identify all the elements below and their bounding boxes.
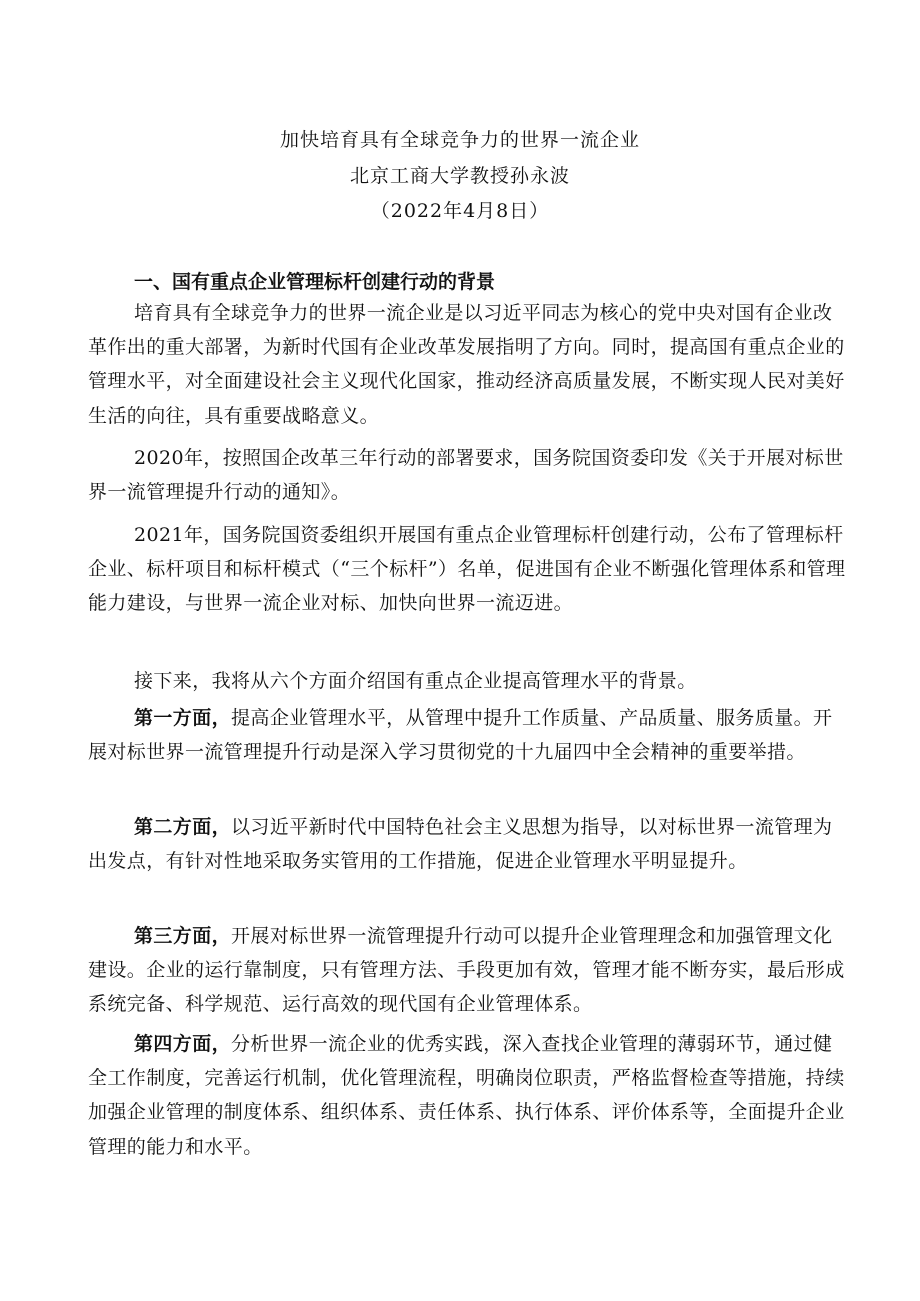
aspect-2-text: 以习近平新时代中国特色社会主义思想为指导，以对标世界一流管理为出发点，有针对性地采取务实管用的工作措施，促进企业管理水平明显提升。 [88, 816, 833, 873]
aspect-2-lead: 第二方面， [134, 816, 232, 838]
paragraph-aspect-3 [88, 919, 848, 1022]
paragraph-2 [88, 441, 848, 509]
aspect-4-text: 分析世界一流企业的优秀实践，深入查找企业管理的薄弱环节，通过健全工作制度，完善运行机制，优化管理流程，明确岗位职责，严格监督检查等措施，持续加强企业管理的制度体系、组织体系、责任体系、执行体系、评价体系等，全面提升企业管理的能力和水平。 [88, 1033, 845, 1158]
aspect-3-lead: 第三方面， [134, 925, 232, 947]
document-title: 加快培育具有全球竞争力的世界一流企业 [279, 129, 640, 151]
paragraph-aspect-2 [88, 810, 848, 878]
paragraph-3-text: 2021年，国务院国资委组织开展国有重点企业管理标杆创建行动，公布了管理标杆企业、标杆项目和标杆模式（“三个标杆”）名单，促进国有企业不断强化管理体系和管理能力建设，与世界一流企业对标、加快向世界一流迈进。 [88, 524, 846, 615]
paragraph-4 [88, 664, 848, 698]
aspect-1-lead: 第一方面， [134, 707, 232, 729]
document-author: 北京工商大学教授孙永波 [349, 165, 570, 187]
paragraph-1 [88, 296, 848, 433]
aspect-4-lead: 第四方面， [134, 1033, 232, 1055]
paragraph-2-text: 2020年，按照国企改革三年行动的部署要求，国务院国资委印发《关于开展对标世界一流管理提升行动的通知》。 [88, 447, 844, 504]
aspect-1-text: 提高企业管理水平，从管理中提升工作质量、产品质量、服务质量。开展对标世界一流管理提升行动是深入学习贯彻党的十九届四中全会精神的重要举措。 [88, 707, 833, 764]
section-heading: 一、国有重点企业管理标杆创建行动的背景 [134, 271, 496, 293]
paragraph-1-text: 培育具有全球竞争力的世界一流企业是以习近平同志为核心的党中央对国有企业改革作出的重大部署，为新时代国有企业改革发展指明了方向。同时，提高国有重点企业的管理水平，对全面建设社会主义现代化国家，推动经济高质量发展，不断实现人民对美好生活的向往，具有重要战略意义。 [88, 302, 845, 427]
paragraph-aspect-4 [88, 1027, 848, 1164]
paragraph-aspect-1 [88, 701, 848, 769]
paragraph-3 [88, 518, 848, 621]
document-date: （2022年4月8日） [370, 200, 550, 222]
paragraph-4-text: 接下来，我将从六个方面介绍国有重点企业提高管理水平的背景。 [134, 670, 697, 692]
aspect-3-text: 开展对标世界一流管理提升行动可以提升企业管理理念和加强管理文化建设。企业的运行靠制度，只有管理方法、手段更加有效，管理才能不断夯实，最后形成系统完备、科学规范、运行高效的现代国有企业管理体系。 [88, 925, 845, 1016]
